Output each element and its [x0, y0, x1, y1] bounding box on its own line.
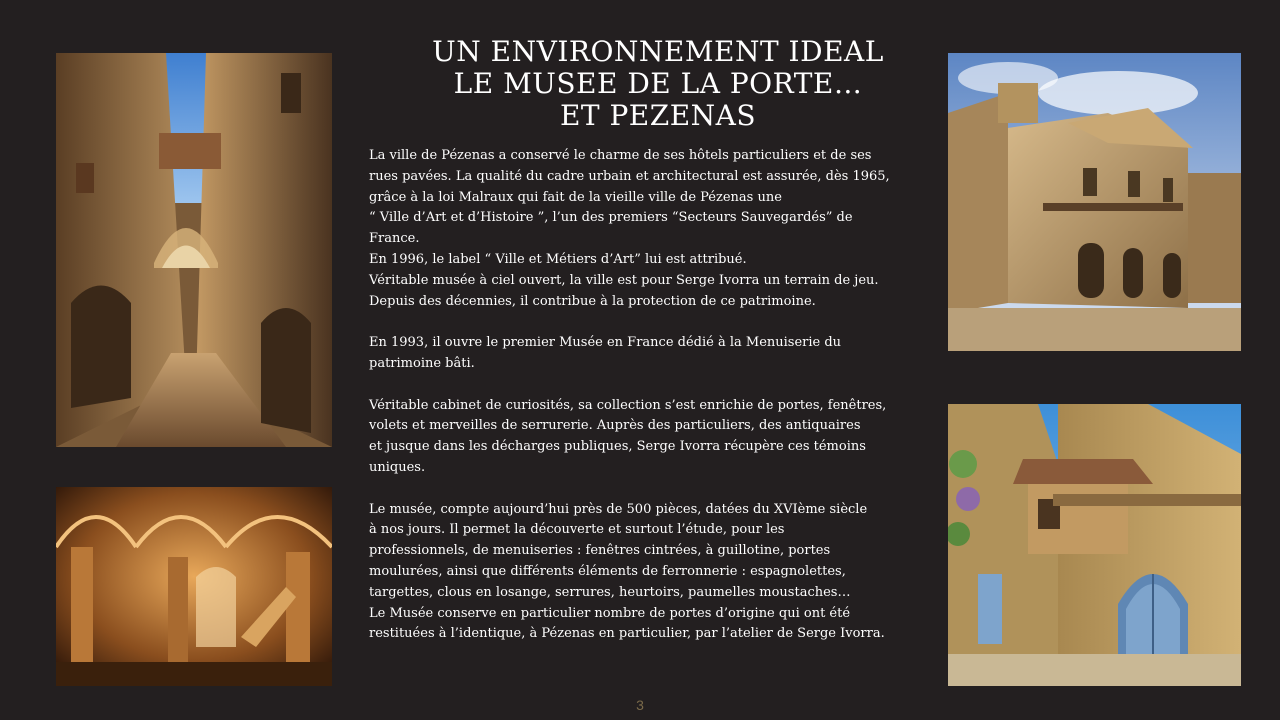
paragraph-museum-today: [369, 500, 929, 646]
paragraph-history: [369, 146, 929, 312]
text-line: à nos jours. Il permet la découverte et surtout l’étude, pour les: [369, 522, 785, 538]
text-line: Le musée, compte aujourd’hui près de 500 pièces, datées du XVIème siècle: [369, 501, 868, 517]
photo-vaulted-cellar: [56, 487, 332, 686]
paragraph-museum-founding: [369, 333, 929, 375]
text-line: Véritable cabinet de curiosités, sa collection s’est enrichie de portes, fenêtres,: [369, 397, 887, 413]
slide-title: [380, 36, 936, 132]
text-line: En 1993, il ouvre le premier Musée en France dédié à la Menuiserie du: [369, 335, 842, 351]
photo-stone-alley: [56, 53, 332, 447]
photo-town-hall-building: [948, 53, 1241, 351]
title-line: UN ENVIRONNEMENT IDEAL: [432, 35, 884, 68]
paragraph-spacer: [369, 312, 929, 333]
title-line: ET PEZENAS: [559, 99, 757, 132]
text-line: Véritable musée à ciel ouvert, la ville est pour Serge Ivorra un terrain de jeu.: [369, 272, 879, 288]
text-line: restituées à l’identique, à Pézenas en particulier, par l’atelier de Serge Ivorra.: [369, 626, 885, 642]
text-line: moulurées, ainsi que différents éléments de ferronnerie : espagnolettes,: [369, 563, 846, 579]
photo-old-house-blue-door: [948, 404, 1241, 686]
text-line: targettes, clous en losange, serrures, heurtoirs, paumelles moustaches…: [369, 584, 851, 600]
text-line: La ville de Pézenas a conservé le charme de ses hôtels particuliers et de ses: [369, 148, 872, 163]
paragraph-spacer: [369, 479, 929, 500]
text-line: uniques.: [369, 459, 426, 475]
text-line: Depuis des décennies, il contribue à la protection de ce patrimoine.: [369, 293, 816, 309]
text-line: “ Ville d’Art et d’Histoire ”, l’un des premiers “Secteurs Sauvegardés” de: [369, 210, 853, 226]
text-line: France.: [369, 231, 420, 247]
text-line: professionnels, de menuiseries : fenêtres cintrées, à guillotine, portes: [369, 543, 831, 559]
text-line: patrimoine bâti.: [369, 355, 475, 371]
text-line: rues pavées. La qualité du cadre urbain et architectural est assurée, dès 1965,: [369, 168, 890, 184]
text-line: En 1996, le label “ Ville et Métiers d’Art” lui est attribué.: [369, 251, 747, 267]
page-number: 3: [636, 697, 644, 713]
slide-body-text: [369, 146, 929, 645]
title-line: LE MUSEE DE LA PORTE…: [453, 67, 863, 100]
text-line: volets et merveilles de serrurerie. Auprès des particuliers, des antiquaires: [369, 418, 861, 434]
paragraph-spacer: [369, 375, 929, 396]
text-line: et jusque dans les décharges publiques, Serge Ivorra récupère ces témoins: [369, 439, 866, 455]
text-line: Le Musée conserve en particulier nombre de portes d’origine qui ont été: [369, 605, 851, 621]
text-line: grâce à la loi Malraux qui fait de la vieille ville de Pézenas une: [369, 189, 782, 205]
paragraph-collection: [369, 396, 929, 479]
